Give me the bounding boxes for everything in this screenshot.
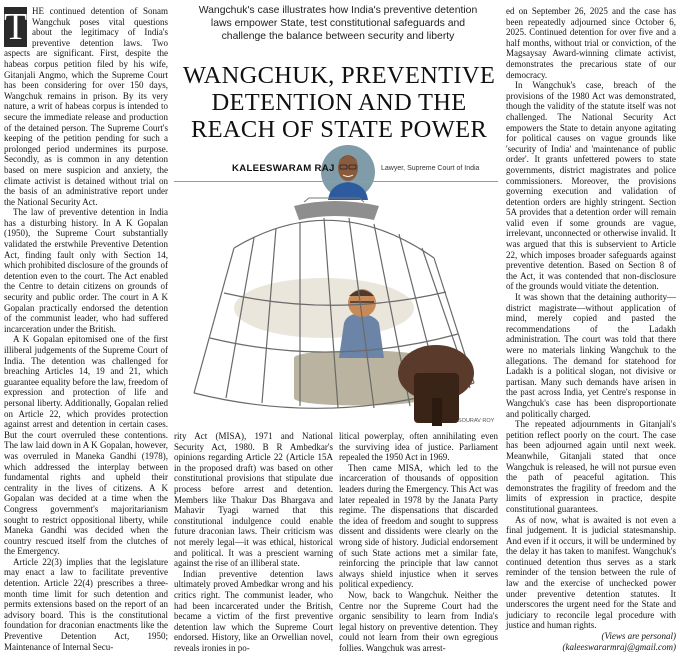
article-dek: Wangchuk's case illustrates how India's preventive detention laws empower State, test constitutional safeguards and challenge the balance between security and liberty bbox=[198, 5, 478, 42]
author-email: (kaleeswararmraj@gmail.com) bbox=[562, 641, 676, 652]
paragraph: litical powerplay, often annihilating even the surviving idea of justice. Parliament repealed the 1950 Act in 1969. bbox=[339, 431, 498, 463]
article-column-4 bbox=[506, 6, 676, 652]
paragraph: Indian preventive detention laws ultimately proved Ambedkar wrong and his critics right. The communist leader, who had been incarcerated under the British, became a victim of the first preventive detention law which the Supreme Court endorsed. History, like an Orwellian novel, reveals ironies in po- bbox=[174, 568, 333, 653]
paragraph: rity Act (MISA), 1971 and National Security Act, 1980. B R Ambedkar's opinions regarding Article 22 (Article 15A in the proposed draft) was based on other constitutional provisions that stipulate due process before arrest and detention. Members like Thakur Das Bhargava and Mahavir Tyagi warned that this constitutional indulgence could enable future draconian laws. Their criticism was not merely legal—it was ethical, historical and political. It was a prescient warning against the rise of an illiberal state. bbox=[174, 431, 333, 569]
paragraph: HE continued detention of Sonam Wangchuk poses vital questions about the legitimacy of India's preventive detention laws. Two aspects are significant. First, despite the habeas corpus petition filed by his wife, Gitanjali Angmo, which the Supreme Court has been considering for over 150 days, Wangchuk remains in prison. By its very nature, a writ of habeas corpus is intended to secure the immediate release and production of the detained person. The Supreme Court's keeping of the petition pending for such a prolonged period undermines its purpose. Secondly, as is common in any detention based on mere suspicion and anxiety, the climate activist is detained without trial on the basis of an administrative report under the National Security Act. bbox=[4, 6, 168, 207]
paragraph: A K Gopalan epitomised one of the first illiberal judgements of the Supreme Court of India. The detention was challenged for breaching Articles 14, 19 and 21, which guarantee equality before the law, freedom of expression and protection of life and personal liberty. Additionally, Gopalan relied on Article 22, which provides protection against arrest and detention in certain cases. But the court overruled these contentions. The law laid down in A K Gopalan, however, was overruled in Maneka Gandhi (1978), which addressed the interplay between fundamental rights and upheld their centrality in the lives of citizens. A K Gopalan was decided at a time when the Congress government's majoritarianism sought to restrict oppositional liberty, while Maneka Gandhi was decided when the country rescued itself from the clutches of the Emergency. bbox=[4, 334, 168, 557]
byline-rule bbox=[174, 181, 498, 182]
author-role: Lawyer, Supreme Court of India bbox=[381, 165, 480, 172]
article-column-3 bbox=[339, 431, 498, 653]
paragraph: The law of preventive detention in India has a disturbing history. In A K Gopalan (1950), the Supreme Court substantially validated the erstwhile Preventive Detention Act, finding fault only with Section 14, which prohibited disclosure of the grounds of detention even to the court. The Act enabled the Centre to detain citizens on grounds of security and public order. The court in A K Gopalan practically endorsed the detention of the communist leader, who had suffered incarceration under the British. bbox=[4, 207, 168, 334]
paragraph: Article 22(3) implies that the legislature may enact a law to facilitate preventive detention. Article 22(4) prescribes a three-month time limit for such detention and permits extensions based on the report of an advisory board. This is the constitutional foundation for draconian enactments like the Preventive Detention Act, 1950; Maintenance of Internal Secu- bbox=[4, 556, 168, 652]
author-name: KALEESWARAM RAJ bbox=[232, 163, 335, 174]
paragraph: It was shown that the detaining authority—district magistrate—without application of mind, merely copied and pasted the recommendations of the Ladakh administration. The court was told that there were no materials linking Wangchuk to the allegations. The demand for statehood for Ladakh is a political slogan, not divisive or partisan. Many such demands have arisen in the past across India, yet Centre's response in Wangchuk's case has been disproportionate and politically charged. bbox=[506, 292, 676, 419]
illustration-birdcage bbox=[174, 198, 502, 428]
article-headline: WANGCHUK, PREVENTIVE DETENTION AND THE REACH OF STATE POWER bbox=[182, 62, 496, 143]
paragraph: In Wangchuk's case, breach of the provisions of the 1980 Act was demonstrated, though the validity of the statute itself was not challenged. The National Security Act empowers the State to detain anyone agitating for political causes on vague grounds like 'security of India' and 'maintenance of public order'. It grants unfettered powers to state governments, district magistrates and police commissioners. Moreover, the provisions governing execution and validation of detention orders are highly stringent. Section 5A provides that a detention order will remain valid even if some grounds are vague, irrelevant, unconnected or otherwise invalid. It was argued that this is subservient to Article 22, which imposes broader safeguards against preventive detention. Based on Section 8 of the Act, it was contended that non-disclosure of the grounds would vitiate the detention. bbox=[506, 80, 676, 292]
paragraph: As of now, what is awaited is not even a final judgement. It is judicial statesmanship. And even if it occurs, it will be undermined by the delay it has taken to manifest. Wangchuk's continued detention thus serves as a stark reminder of the tension between the rule of law and the exercise of unchecked power under preventive detention statutes. It underscores the urgent need for the State and judiciary to reconcile legal procedure with justice and human rights. bbox=[506, 514, 676, 631]
paragraph: The repeated adjournments in Gitanjali's petition reflect poorly on the court. The case has been adjourned again until next week. Meanwhile, Gitanjali stated that once Wangchuk is released, he will not pursue even the path of peaceful agitation. This demonstrates the fragility of freedom and the limits of expression in practice, despite constitutional guarantees. bbox=[506, 419, 676, 514]
article-column-2 bbox=[174, 431, 333, 653]
views-note: (Views are personal) bbox=[601, 631, 676, 642]
paragraph: Then came MISA, which led to the incarceration of thousands of opposition leaders during the Emergency. This Act was later repealed in 1978 by the Janata Party regime. The dispensations that discarded the idea of freedom and sought to suppress dissent and dissidents were clearly on the wrong side of history. Judicial endorsement of such State actions met a similar fate, reinforcing the principle that law cannot always shield injustice when it serves political expediency. bbox=[339, 462, 498, 590]
drop-cap: T bbox=[4, 6, 28, 48]
paragraph: Now, back to Wangchuk. Neither the Centre nor the Supreme Court had the organic sensibility to learn from India's legal history on preventive detention. They could not learn from their own egregious follies. Wangchuk was arrest- bbox=[339, 589, 498, 653]
illustration-credit: SOURAV ROY bbox=[458, 418, 495, 424]
article-column-1 bbox=[4, 6, 168, 652]
paragraph: ed on September 26, 2025 and the case has been repeatedly adjourned since October 6, 2025. Continued detention for over five and a half months, without trial or conviction, of the Magsaysay Award-winning climate activist, demonstrates the precarious state of our democracy. bbox=[506, 6, 676, 80]
